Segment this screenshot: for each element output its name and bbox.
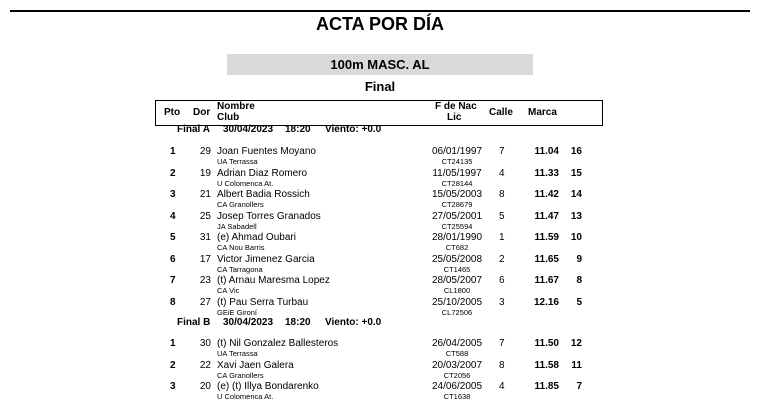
- row-pto: 2: [170, 359, 176, 371]
- row-club: CA Granollers: [217, 370, 264, 380]
- row-dob: 24/06/2005: [431, 381, 483, 392]
- row-marca: 11.42: [534, 189, 559, 200]
- heat-wind: Viento: +0.0: [325, 317, 382, 328]
- table-row: [0, 232, 760, 254]
- row-club: JA Sabadell: [217, 221, 257, 231]
- table-row: [0, 211, 760, 233]
- heat-time: 18:20: [285, 317, 311, 328]
- row-marca: 11.65: [534, 253, 559, 265]
- row-lic: CL72506: [441, 307, 473, 317]
- row-dor: 31: [199, 232, 211, 243]
- row-lic: CT28679: [441, 200, 473, 209]
- row-dob: 20/03/2007: [431, 359, 483, 371]
- header-lic: Lic: [447, 112, 462, 123]
- row-dor: 20: [199, 381, 211, 392]
- row-points: 7: [576, 381, 582, 392]
- row-calle: 4: [499, 167, 505, 179]
- row-name: Albert Badia Rossich: [217, 189, 310, 200]
- heat-date: 30/04/2023: [223, 317, 274, 328]
- row-marca: 11.04: [534, 146, 559, 157]
- row-lic: CT1465: [443, 264, 471, 274]
- heat-name: Final A: [177, 124, 210, 135]
- row-club: CA Tarragona: [217, 264, 263, 274]
- row-pto: 6: [170, 253, 176, 265]
- header-club: Club: [217, 112, 240, 123]
- row-dor: 21: [199, 189, 211, 200]
- row-calle: 4: [499, 381, 505, 392]
- row-pto: 5: [170, 232, 176, 243]
- row-marca: 12.16: [533, 296, 559, 308]
- table-row: [0, 189, 760, 211]
- table-row: [0, 275, 760, 297]
- row-dor: 30: [199, 338, 211, 349]
- row-club: UA Terrassa: [217, 349, 258, 358]
- header-pto: Pto: [164, 107, 181, 118]
- row-pto: 7: [170, 275, 176, 286]
- row-points: 16: [570, 146, 582, 157]
- row-club: U Colomenca At.: [217, 392, 274, 401]
- row-name: (t) Pau Serra Turbau: [217, 296, 309, 308]
- row-marca: 11.85: [534, 381, 559, 392]
- row-pto: 2: [170, 167, 176, 179]
- row-name: Xavi Jaen Galera: [217, 359, 294, 371]
- row-dob: 15/05/2003: [431, 189, 483, 200]
- row-name: (e) Ahmad Oubari: [217, 232, 296, 243]
- row-calle: 7: [499, 338, 505, 349]
- row-pto: 3: [170, 189, 176, 200]
- row-lic: CT28144: [441, 178, 473, 188]
- header-dor: Dor: [193, 107, 211, 118]
- header-nombre: Nombre: [217, 101, 255, 112]
- row-name: (e) (t) Illya Bondarenko: [217, 381, 319, 392]
- row-dor: 29: [199, 146, 211, 157]
- heat-name: Final B: [177, 317, 211, 328]
- row-club: U Colomenca At.: [217, 178, 274, 188]
- table-row: [0, 146, 760, 168]
- row-calle: 7: [499, 146, 505, 157]
- row-club: CA Granollers: [217, 200, 264, 209]
- row-lic: CT2056: [443, 370, 471, 380]
- row-dor: 22: [199, 359, 211, 371]
- header-fnac: F de Nac: [435, 101, 477, 112]
- row-calle: 2: [499, 253, 505, 265]
- row-points: 9: [576, 253, 582, 265]
- heat-time: 18:20: [285, 124, 311, 135]
- row-club: CA Vic: [217, 286, 240, 295]
- row-points: 11: [571, 359, 582, 371]
- row-lic: CT588: [445, 349, 469, 358]
- round-name: Final: [364, 79, 396, 94]
- row-lic: CT25594: [441, 221, 473, 231]
- row-dob: 06/01/1997: [431, 146, 483, 157]
- row-points: 12: [570, 338, 582, 349]
- row-dor: 19: [199, 167, 211, 179]
- row-pto: 1: [170, 146, 176, 157]
- row-points: 13: [570, 210, 582, 222]
- row-name: (t) Arnau Maresma Lopez: [217, 275, 330, 286]
- heat-wind: Viento: +0.0: [325, 124, 382, 135]
- row-lic: CT1638: [443, 392, 471, 401]
- row-calle: 6: [499, 275, 505, 286]
- table-header: [155, 100, 603, 126]
- row-dob: 28/01/1990: [431, 232, 483, 243]
- row-dor: 25: [199, 210, 211, 222]
- row-marca: 11.58: [534, 359, 559, 371]
- row-dob: 25/05/2008: [431, 253, 483, 265]
- document-title: ACTA POR DÍA: [316, 14, 444, 34]
- top-rule: [10, 10, 750, 12]
- row-name: Victor Jimenez Garcia: [217, 253, 315, 265]
- row-marca: 11.47: [534, 210, 559, 222]
- row-dob: 26/04/2005: [431, 338, 483, 349]
- row-points: 14: [570, 189, 582, 200]
- row-name: (t) Nil Gonzalez Ballesteros: [217, 338, 339, 349]
- table-row: [0, 297, 760, 319]
- row-dob: 28/05/2007: [431, 275, 483, 286]
- row-calle: 5: [499, 210, 505, 222]
- row-name: Josep Torres Granados: [217, 210, 321, 222]
- row-lic: CT24135: [441, 157, 473, 166]
- row-dob: 11/05/1997: [432, 167, 482, 179]
- row-dor: 23: [199, 275, 211, 286]
- row-dob: 25/10/2005: [431, 296, 483, 308]
- event-name: 100m MASC. AL: [227, 54, 533, 75]
- table-row: [0, 338, 760, 360]
- row-name: Adrian Diaz Romero: [217, 167, 308, 179]
- table-row: [0, 360, 760, 382]
- row-pto: 1: [170, 338, 176, 349]
- table-row: [0, 254, 760, 276]
- row-club: UA Terrassa: [217, 157, 258, 166]
- row-points: 8: [576, 275, 582, 286]
- header-calle: Calle: [489, 107, 513, 118]
- row-marca: 11.50: [534, 338, 559, 349]
- row-dob: 27/05/2001: [431, 210, 483, 222]
- row-pto: 4: [170, 210, 176, 222]
- row-pto: 3: [170, 381, 176, 392]
- row-points: 5: [576, 296, 582, 308]
- row-club: CA Nou Barris: [217, 243, 265, 252]
- row-points: 15: [570, 167, 582, 179]
- row-lic: CL1800: [443, 286, 471, 295]
- row-pto: 8: [170, 296, 176, 308]
- row-points: 10: [570, 232, 582, 243]
- row-lic: CT682: [445, 243, 469, 252]
- row-dor: 17: [199, 253, 211, 265]
- table-row: [0, 168, 760, 190]
- row-marca: 11.59: [534, 232, 559, 243]
- row-calle: 1: [499, 232, 505, 243]
- row-club: GEiE Gironí: [217, 307, 258, 317]
- row-name: Joan Fuentes Moyano: [217, 146, 316, 157]
- row-marca: 11.67: [534, 275, 559, 286]
- row-marca: 11.33: [534, 167, 559, 179]
- row-calle: 3: [499, 296, 505, 308]
- heat-date: 30/04/2023: [223, 124, 274, 135]
- row-calle: 8: [499, 189, 505, 200]
- row-calle: 8: [499, 359, 505, 371]
- header-marca: Marca: [528, 107, 557, 118]
- row-dor: 27: [199, 296, 211, 308]
